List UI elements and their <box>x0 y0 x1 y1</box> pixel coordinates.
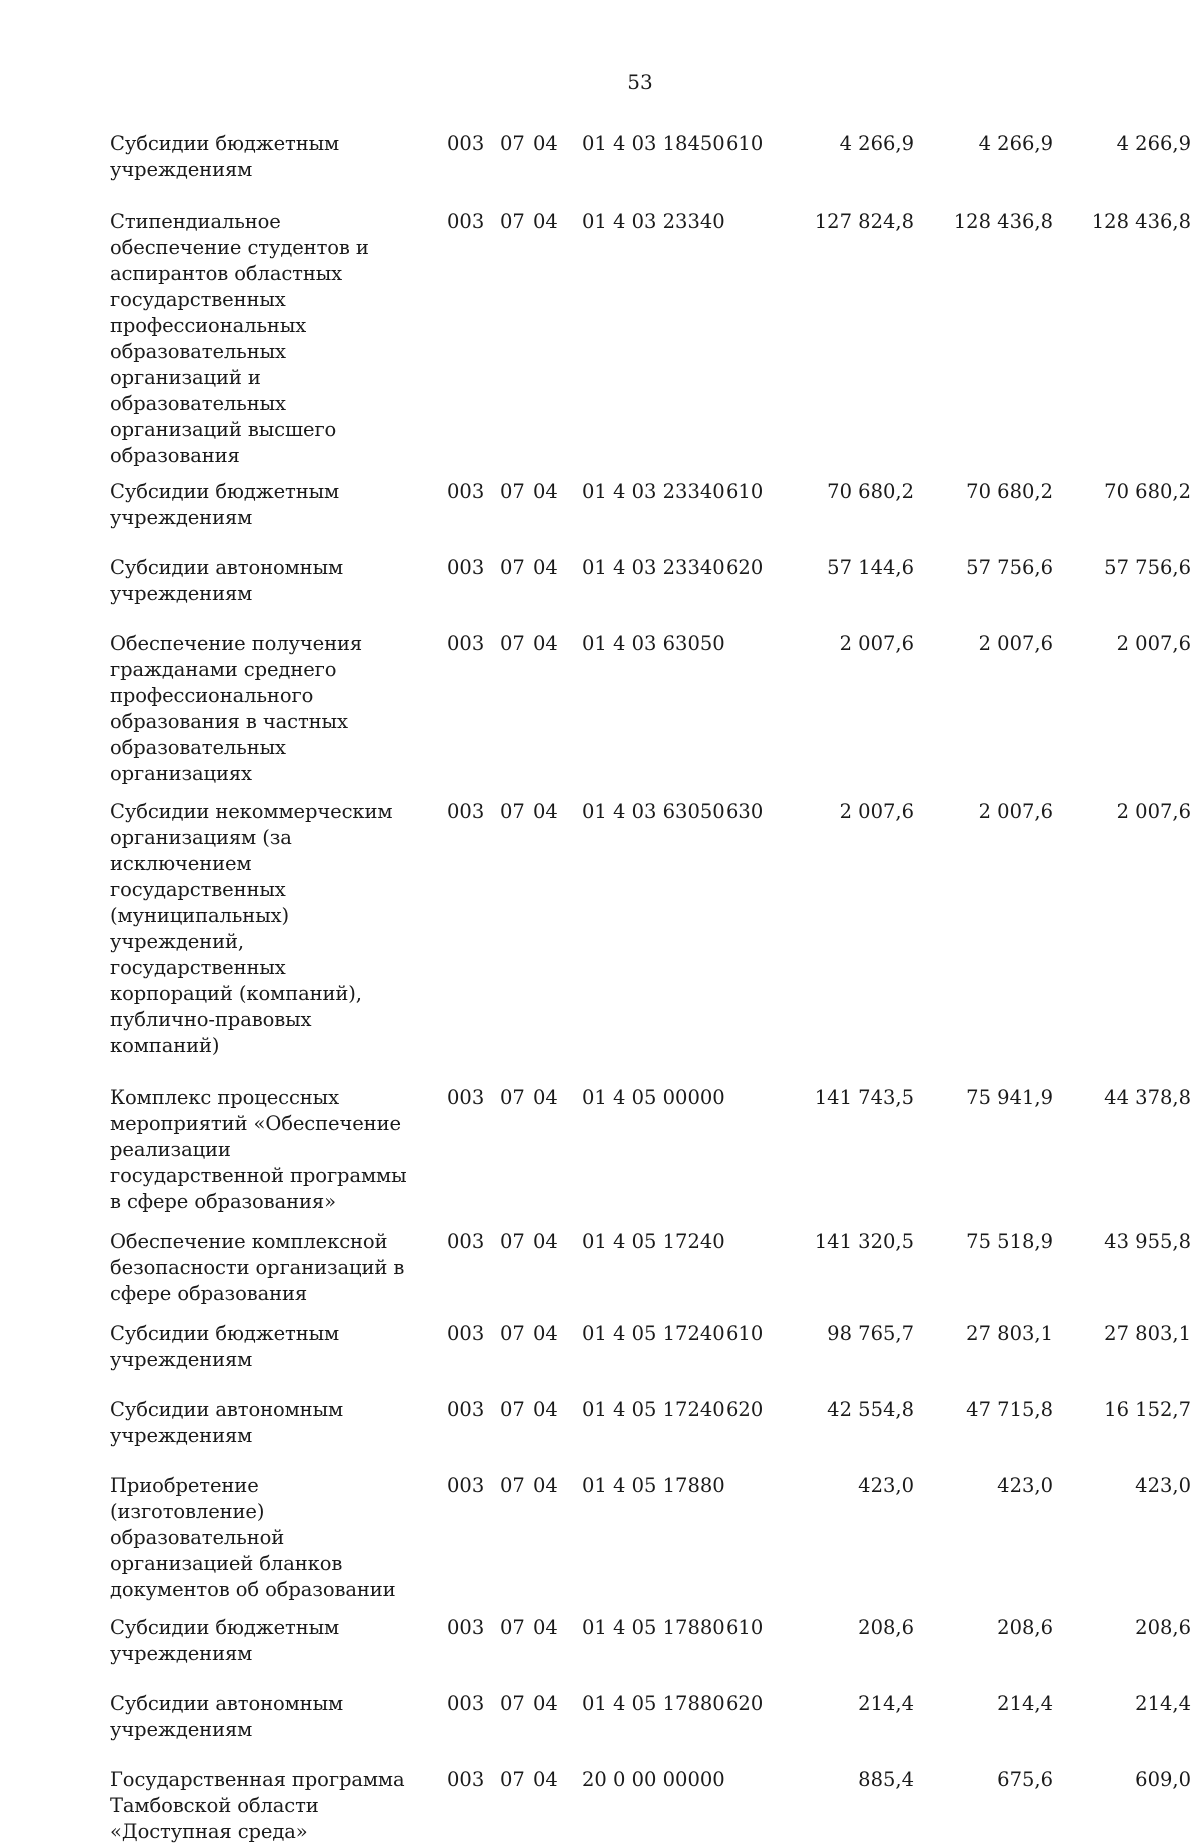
row-value-3: 128 436,8 <box>1091 210 1191 233</box>
row-name: Обеспечение комплексной безопасности организаций в сфере образования <box>110 1230 405 1305</box>
row-code-pr: 04 <box>533 1474 558 1497</box>
table-row <box>110 1473 1191 1603</box>
row-code-gr: 003 <box>447 556 485 579</box>
row-code-csr: 01 4 05 17240 <box>582 1322 725 1345</box>
row-value-1: 141 743,5 <box>814 1086 914 1109</box>
row-code-csr: 01 4 05 17240 <box>582 1398 725 1421</box>
row-value-2: 75 941,9 <box>966 1086 1053 1109</box>
row-name: Субсидии бюджетным учреждениям <box>110 480 340 529</box>
row-value-2: 675,6 <box>997 1768 1053 1791</box>
row-value-1: 127 824,8 <box>814 210 914 233</box>
row-code-csr: 01 4 03 63050 <box>582 632 725 655</box>
row-name: Государственная программа Тамбовской области «Доступная среда» <box>110 1768 405 1843</box>
row-code-rz: 07 <box>500 1322 525 1345</box>
row-code-rz: 07 <box>500 210 525 233</box>
row-name: Комплекс процессных мероприятий «Обеспечение реализации государственной программы в сфере образования» <box>110 1086 407 1213</box>
row-value-1: 2 007,6 <box>839 800 914 823</box>
row-value-2: 47 715,8 <box>966 1398 1053 1421</box>
row-value-1: 2 007,6 <box>839 632 914 655</box>
row-code-csr: 01 4 03 23340 <box>582 556 725 579</box>
row-value-2: 4 266,9 <box>978 132 1053 155</box>
row-value-2: 423,0 <box>997 1474 1053 1497</box>
row-code-gr: 003 <box>447 1474 485 1497</box>
row-code-rz: 07 <box>500 480 525 503</box>
table-row <box>110 209 1191 469</box>
row-value-3: 2 007,6 <box>1116 800 1191 823</box>
page-number: 53 <box>627 70 653 94</box>
row-code-csr: 20 0 00 00000 <box>582 1768 725 1791</box>
row-code-csr: 01 4 03 18450 <box>582 132 725 155</box>
row-code-csr: 01 4 05 17240 <box>582 1230 725 1253</box>
row-code-gr: 003 <box>447 1768 485 1791</box>
row-code-csr: 01 4 03 23340 <box>582 480 725 503</box>
row-value-3: 4 266,9 <box>1116 132 1191 155</box>
budget-table <box>110 131 1191 1845</box>
row-name: Обеспечение получения гражданами среднего профессионального образования в частных образовательных организациях <box>110 632 363 785</box>
row-code-vr: 610 <box>726 132 764 155</box>
row-code-rz: 07 <box>500 632 525 655</box>
row-code-pr: 04 <box>533 800 558 823</box>
row-value-2: 208,6 <box>997 1616 1053 1639</box>
table-row <box>110 1691 1191 1743</box>
table-row <box>110 479 1191 531</box>
row-value-3: 27 803,1 <box>1104 1322 1191 1345</box>
table-row <box>110 1767 1191 1845</box>
row-value-3: 16 152,7 <box>1104 1398 1191 1421</box>
row-name: Субсидии бюджетным учреждениям <box>110 132 340 181</box>
row-code-pr: 04 <box>533 1086 558 1109</box>
row-code-pr: 04 <box>533 1230 558 1253</box>
row-code-rz: 07 <box>500 1086 525 1109</box>
row-code-pr: 04 <box>533 556 558 579</box>
row-name: Стипендиальное обеспечение студентов и аспирантов областных государственных профессиональных образовательных организаций и образовательных организаций высшего образования <box>110 210 369 467</box>
row-value-1: 42 554,8 <box>827 1398 914 1421</box>
row-code-csr: 01 4 03 63050 <box>582 800 725 823</box>
row-value-1: 208,6 <box>858 1616 914 1639</box>
row-code-pr: 04 <box>533 1616 558 1639</box>
row-code-rz: 07 <box>500 1692 525 1715</box>
row-name: Субсидии автономным учреждениям <box>110 1692 344 1741</box>
row-code-gr: 003 <box>447 132 485 155</box>
row-name: Приобретение (изготовление) образовательной организацией бланков документов об образовании <box>110 1474 396 1601</box>
row-value-1: 4 266,9 <box>839 132 914 155</box>
row-code-csr: 01 4 05 17880 <box>582 1616 725 1639</box>
row-value-3: 423,0 <box>1135 1474 1191 1497</box>
table-row <box>110 799 1191 1059</box>
row-code-rz: 07 <box>500 1768 525 1791</box>
row-value-2: 57 756,6 <box>966 556 1053 579</box>
row-code-vr: 610 <box>726 480 764 503</box>
row-code-rz: 07 <box>500 1474 525 1497</box>
row-value-3: 214,4 <box>1135 1692 1191 1715</box>
row-code-vr: 630 <box>726 800 764 823</box>
row-value-3: 44 378,8 <box>1104 1086 1191 1109</box>
row-value-2: 2 007,6 <box>978 800 1053 823</box>
row-code-gr: 003 <box>447 1230 485 1253</box>
table-row <box>110 631 1191 787</box>
row-name: Субсидии некоммерческим организациям (за исключением государственных (муниципальных) учреждений, государственных корпораций (компаний), публично-правовых компаний) <box>110 800 393 1057</box>
row-value-3: 70 680,2 <box>1104 480 1191 503</box>
table-row <box>110 1615 1191 1667</box>
row-value-2: 2 007,6 <box>978 632 1053 655</box>
row-code-pr: 04 <box>533 1398 558 1421</box>
row-code-gr: 003 <box>447 1398 485 1421</box>
row-value-1: 885,4 <box>858 1768 914 1791</box>
row-code-vr: 620 <box>726 1692 764 1715</box>
row-code-pr: 04 <box>533 210 558 233</box>
row-code-rz: 07 <box>500 132 525 155</box>
row-name: Субсидии бюджетным учреждениям <box>110 1322 340 1371</box>
row-value-3: 57 756,6 <box>1104 556 1191 579</box>
row-code-csr: 01 4 05 17880 <box>582 1692 725 1715</box>
row-value-2: 75 518,9 <box>966 1230 1053 1253</box>
row-name: Субсидии автономным учреждениям <box>110 556 344 605</box>
table-row <box>110 1397 1191 1449</box>
row-value-3: 43 955,8 <box>1104 1230 1191 1253</box>
row-code-pr: 04 <box>533 480 558 503</box>
row-code-pr: 04 <box>533 632 558 655</box>
row-code-csr: 01 4 05 00000 <box>582 1086 725 1109</box>
row-value-1: 57 144,6 <box>827 556 914 579</box>
row-code-rz: 07 <box>500 1230 525 1253</box>
row-code-gr: 003 <box>447 632 485 655</box>
row-value-1: 214,4 <box>858 1692 914 1715</box>
row-code-gr: 003 <box>447 1616 485 1639</box>
row-value-3: 609,0 <box>1135 1768 1191 1791</box>
row-code-vr: 610 <box>726 1616 764 1639</box>
table-row <box>110 1085 1191 1215</box>
table-row <box>110 1321 1191 1373</box>
row-code-vr: 620 <box>726 1398 764 1421</box>
row-value-3: 2 007,6 <box>1116 632 1191 655</box>
row-code-rz: 07 <box>500 556 525 579</box>
row-value-2: 70 680,2 <box>966 480 1053 503</box>
row-value-2: 128 436,8 <box>953 210 1053 233</box>
row-code-rz: 07 <box>500 1398 525 1421</box>
row-value-2: 214,4 <box>997 1692 1053 1715</box>
row-code-vr: 620 <box>726 556 764 579</box>
row-code-csr: 01 4 03 23340 <box>582 210 725 233</box>
row-value-1: 423,0 <box>858 1474 914 1497</box>
row-code-rz: 07 <box>500 1616 525 1639</box>
row-name: Субсидии автономным учреждениям <box>110 1398 344 1447</box>
row-name: Субсидии бюджетным учреждениям <box>110 1616 340 1665</box>
row-value-1: 141 320,5 <box>814 1230 914 1253</box>
row-code-gr: 003 <box>447 210 485 233</box>
row-code-pr: 04 <box>533 1768 558 1791</box>
row-value-2: 27 803,1 <box>966 1322 1053 1345</box>
row-value-1: 70 680,2 <box>827 480 914 503</box>
table-row <box>110 131 1191 183</box>
row-code-pr: 04 <box>533 1692 558 1715</box>
row-value-1: 98 765,7 <box>827 1322 914 1345</box>
row-value-3: 208,6 <box>1135 1616 1191 1639</box>
row-code-rz: 07 <box>500 800 525 823</box>
row-code-pr: 04 <box>533 132 558 155</box>
row-code-gr: 003 <box>447 800 485 823</box>
table-row <box>110 555 1191 607</box>
table-row <box>110 1229 1191 1307</box>
row-code-csr: 01 4 05 17880 <box>582 1474 725 1497</box>
row-code-gr: 003 <box>447 1692 485 1715</box>
row-code-pr: 04 <box>533 1322 558 1345</box>
row-code-gr: 003 <box>447 1086 485 1109</box>
row-code-vr: 610 <box>726 1322 764 1345</box>
row-code-gr: 003 <box>447 1322 485 1345</box>
row-code-gr: 003 <box>447 480 485 503</box>
